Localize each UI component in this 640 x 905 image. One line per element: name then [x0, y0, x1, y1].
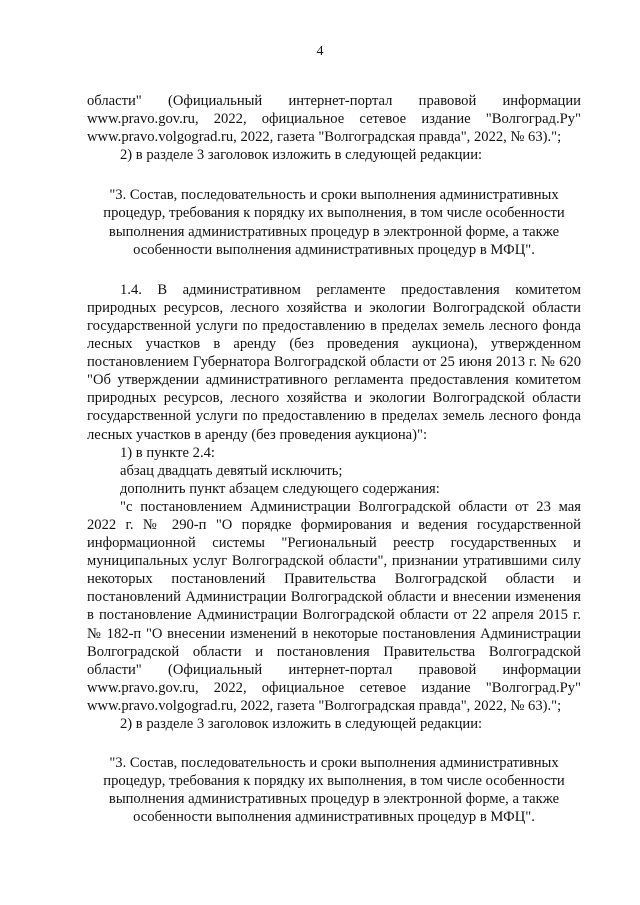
paragraph-exclude-29: абзац двадцать девятый исключить;	[120, 462, 343, 479]
document-body	[87, 92, 581, 826]
paragraph-add-abzac: дополнить пункт абзацем следующего содержания:	[120, 480, 440, 497]
quoted-heading-section-3: "3. Состав, последовательность и сроки выполнения административных процедур, требования к порядку их выполнения, в том числе особенности выполнения административных процедур в электронной форме, а также особенности выполнения административных процедур в МФЦ".	[103, 187, 565, 258]
quoted-heading-section-3-repeat: "3. Состав, последовательность и сроки выполнения административных процедур, требования к порядку их выполнения, в том числе особенности выполнения административных процедур в электронной форме, а также особенности выполнения административных процедур в МФЦ".	[103, 755, 565, 826]
paragraph-1-4: 1.4. В административном регламенте предоставления комитетом природных ресурсов, лесного хозяйства и экологии Волгоградской области государственной услуги по предоставлению в пределах земель лесного фонда лесных участков в аренду (без проведения аукциона), утвержденном постановлением Губернатора Волгоградской области от 25 июня 2013 г. № 620 "Об утверждении административного регламента предоставления комитетом природных ресурсов, лесного хозяйства и экологии Волгоградской области государственной услуги по предоставлению в пределах земель лесного фонда лесных участков в аренду (без проведения аукциона)":	[87, 281, 581, 443]
page-number: 4	[316, 44, 324, 59]
paragraph-item-2-section-3-repeat: 2) в разделе 3 заголовок изложить в следующей редакции:	[120, 716, 483, 732]
paragraph-item-2-section-3: 2) в разделе 3 заголовок изложить в следующей редакции:	[120, 147, 483, 164]
paragraph-citation-end: области" (Официальный интернет-портал правовой информации www.pravo.gov.ru, 2022, официальное сетевое издание "Волгоград.Ру" www.pravo.volgograd.ru, 2022, газета "Волгоградская правда", 2022, № 63).";	[87, 93, 581, 146]
paragraph-new-abzac: "с постановлением Администрации Волгоградской области от 23 мая 2022 г. № 290-п "О порядке формирования и ведения государственной информационной системы "Региональный реестр государственных и муниципальных услуг Волгоградской области", признании утратившими силу некоторых постановлений Правительства Волгоградской области и постановлений Администрации Волгоградской области и внесении изменения в постановление Администрации Волгоградской области от 22 апреля 2015 г. № 182-п "О внесении изменений в некоторые постановления Администрации Волгоградской области и постановления Правительства Волгоградской области" (Официальный интернет-портал правовой информации www.pravo.gov.ru, 2022, официальное сетевое издание "Волгоград.Ру" www.pravo.volgograd.ru, 2022, газета "Волгоградская правда", 2022, № 63).";	[87, 498, 581, 714]
paragraph-item-1: 1) в пункте 2.4:	[120, 444, 215, 461]
